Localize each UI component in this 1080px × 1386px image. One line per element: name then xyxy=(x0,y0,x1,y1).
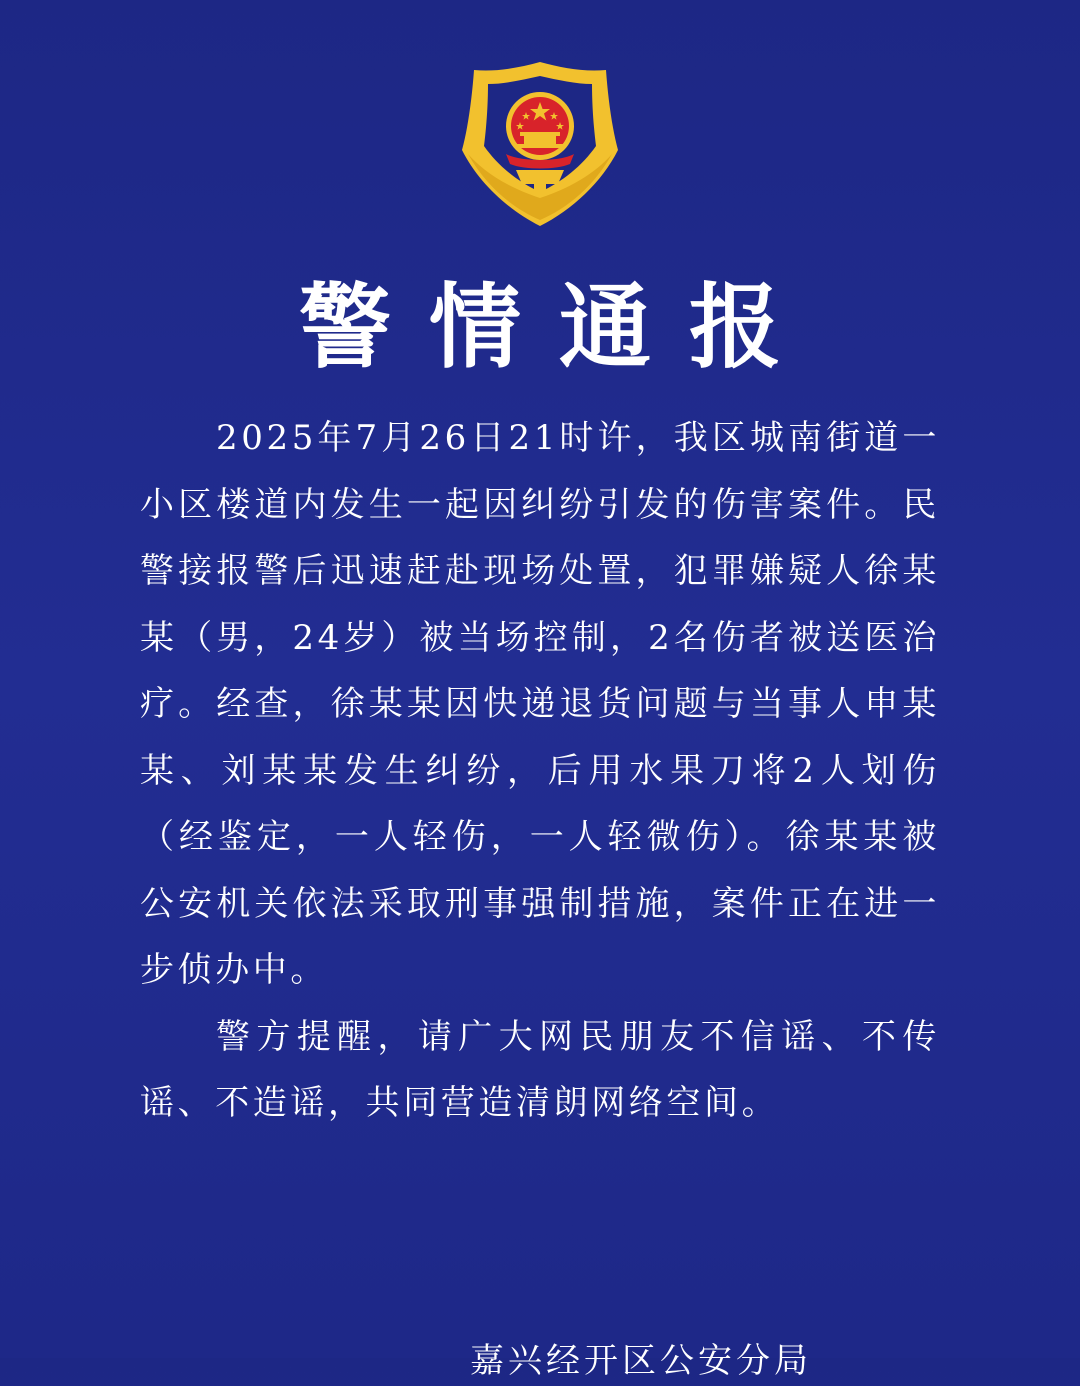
notice-paragraph-1: 2025年7月26日21时许，我区城南街道一小区楼道内发生一起因纠纷引发的伤害案件。民警接报警后迅速赶赴现场处置，犯罪嫌疑人徐某某（男，24岁）被当场控制，2名伤者被送医治疗。经查，徐某某因快递退货问题与当事人申某某、刘某某发生纠纷，后用水果刀将2人划伤（经鉴定，一人轻伤，一人轻微伤）。徐某某被公安机关依法采取刑事强制措施，案件正在进一步侦办中。 xyxy=(140,418,940,990)
notice-title: 警情通报 xyxy=(298,274,819,381)
notice-paragraph-2: 警方提醒，请广大网民朋友不信谣、不传谣、不造谣，共同营造清朗网络空间。 xyxy=(140,1016,940,1123)
police-emblem-icon xyxy=(458,58,622,230)
issuer-signature: 嘉兴经开区公安分局 xyxy=(470,1341,812,1381)
notice-body xyxy=(140,405,940,1137)
